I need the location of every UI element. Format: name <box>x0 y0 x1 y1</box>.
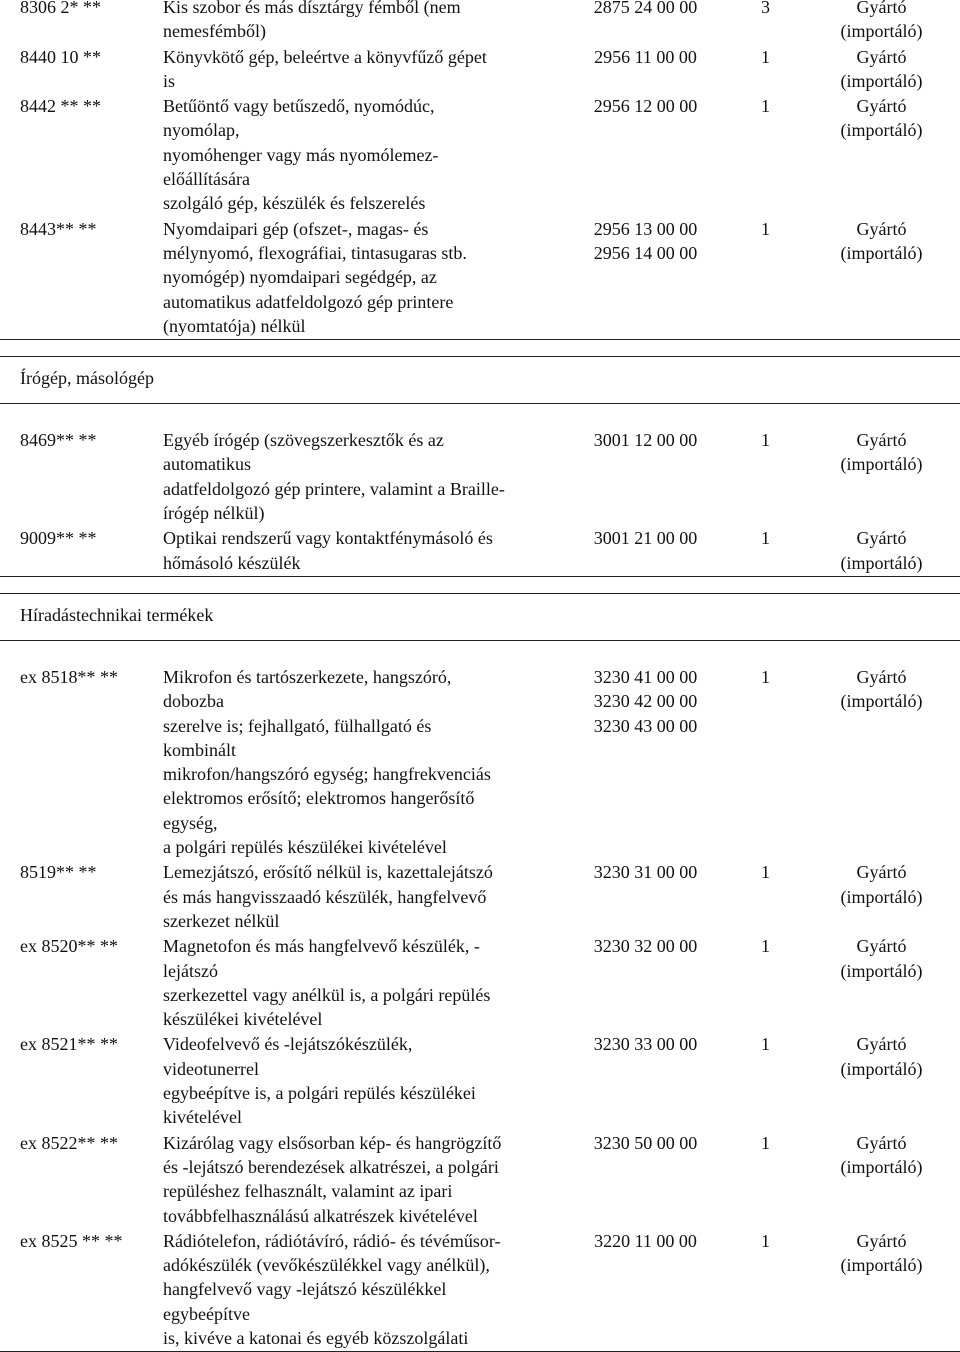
section-heading <box>0 356 960 404</box>
obligated-party: Gyártó (importáló) <box>840 218 923 263</box>
cpa-code: 2875 24 00 00 <box>593 0 698 17</box>
product-description: Optikai rendszerű vagy kontaktfénymásoló és hőmásoló készülék <box>163 528 493 573</box>
table-row <box>0 934 960 1032</box>
quantity: 1 <box>761 430 770 451</box>
obligated-party: Gyártó (importáló) <box>840 0 923 42</box>
quantity: 1 <box>761 528 770 549</box>
product-description: Mikrofon és tartószerkezete, hangszóró, dobozba szerelve is; fejhallgató, fülhallgató és kombinált mikrofon/hangszóró egység; hangfrekvenciás elektromos erősítő; elektromos hangerősítő egység, a polgári repülés készülékei kivételével <box>163 666 491 858</box>
obligated-party: Gyártó (importáló) <box>840 862 923 907</box>
product-description: Rádiótelefon, rádiótávíró, rádió- és tévéműsor- adókészülék (vevőkészülékkel vagy anélkül), hangfelvevő vagy -lejátszó készülékkel egybeépítve is, kivéve a katonai és egyéb közszolgálati <box>163 1230 501 1348</box>
product-description: Könyvkötő gép, beleértve a könyvfűző gépet is <box>163 46 487 91</box>
obligated-party: Gyártó (importáló) <box>840 666 923 712</box>
product-description: Kis szobor és más dísztárgy fémből (nem nemesfémből) <box>163 0 461 42</box>
table-row <box>0 1131 960 1229</box>
product-description: Lemezjátszó, erősítő nélkül is, kazettalejátszó és más hangvisszaadó készülék, hangfelvevő szerkezet nélkül <box>163 862 493 931</box>
obligated-party: Gyártó (importáló) <box>840 936 923 981</box>
table-row <box>0 665 960 860</box>
product-description: Videofelvevő és -lejátszókészülék, videotunerrel egybeépítve is, a polgári repülés készülékei kivételével <box>163 1034 476 1128</box>
product-description: Kizárólag vagy elsősorban kép- és hangrögzítő és -lejátszó berendezések alkatrészei, a polgári repüléshez felhasznált, valamint az ipari továbbfelhasználású alkatrészek kivételével <box>163 1132 502 1226</box>
tariff-code: 8440 10 ** <box>20 46 101 67</box>
section-title: Híradástechnikai termékek <box>20 604 214 625</box>
quantity: 1 <box>761 96 770 117</box>
product-description: Magnetofon és más hangfelvevő készülék, - lejátszó szerkezettel vagy anélkül is, a polgári repülés készülékei kivételével <box>163 936 491 1030</box>
tariff-code: 8469** ** <box>20 430 97 451</box>
cpa-code: 3230 50 00 00 <box>593 1132 698 1153</box>
row-group <box>0 0 960 340</box>
cpa-code: 3001 12 00 00 <box>593 430 698 451</box>
tariff-code: ex 8520** ** <box>20 936 118 957</box>
table-row <box>0 217 960 341</box>
quantity: 1 <box>761 46 770 67</box>
cpa-code: 2956 11 00 00 <box>594 46 697 67</box>
quantity: 1 <box>761 862 770 883</box>
quantity: 1 <box>761 218 770 239</box>
spacer <box>0 641 960 665</box>
obligated-party: Gyártó (importáló) <box>840 96 923 141</box>
section-title: Írógép, másológép <box>20 368 154 389</box>
cpa-code: 3230 32 00 00 <box>593 936 698 957</box>
quantity: 1 <box>761 1132 770 1153</box>
tariff-code: ex 8518** ** <box>20 666 118 687</box>
cpa-code: 2956 13 00 00 2956 14 00 00 <box>593 218 698 263</box>
quantity: 1 <box>761 666 770 687</box>
table-row <box>0 860 960 934</box>
tariff-code: 8442 ** ** <box>20 96 101 117</box>
quantity: 3 <box>761 0 770 17</box>
table-row <box>0 526 960 577</box>
table-row <box>0 45 960 95</box>
obligated-party: Gyártó (importáló) <box>840 46 923 91</box>
obligated-party: Gyártó (importáló) <box>840 430 923 475</box>
tariff-code: 8443** ** <box>20 218 97 239</box>
obligated-party: Gyártó (importáló) <box>840 528 923 573</box>
table-row <box>0 0 960 45</box>
table-row <box>0 1032 960 1130</box>
table-row <box>0 1229 960 1352</box>
obligated-party: Gyártó (importáló) <box>840 1230 923 1276</box>
row-group <box>0 428 960 577</box>
quantity: 1 <box>761 1230 770 1251</box>
cpa-code: 3230 31 00 00 <box>593 862 698 883</box>
tariff-code: ex 8525 ** ** <box>20 1230 123 1251</box>
cpa-code: 3001 21 00 00 <box>593 528 698 549</box>
spacer <box>0 577 960 593</box>
table-row <box>0 94 960 217</box>
cpa-code: 3230 33 00 00 <box>593 1034 698 1055</box>
tariff-code: ex 8522** ** <box>20 1132 118 1153</box>
obligated-party: Gyártó (importáló) <box>840 1132 923 1177</box>
quantity: 1 <box>761 1034 770 1055</box>
tariff-code: 8519** ** <box>20 862 97 883</box>
obligated-party: Gyártó (importáló) <box>840 1034 923 1079</box>
tariff-code: 8306 2* ** <box>20 0 101 17</box>
cpa-code: 3230 41 00 00 3230 42 00 00 3230 43 00 00 <box>593 666 698 736</box>
tariff-code: ex 8521** ** <box>20 1034 118 1055</box>
table-row <box>0 428 960 526</box>
row-group <box>0 665 960 1352</box>
section-heading <box>0 593 960 641</box>
cpa-code: 2956 12 00 00 <box>593 96 698 117</box>
spacer <box>0 340 960 356</box>
product-description: Nyomdaipari gép (ofszet-, magas- és mélynyomó, flexográfiai, tintasugaras stb. nyomógép) nyomdaipari segédgép, az automatikus adatfeldolgozó gép printere (nyomtatója) nélkül <box>163 218 467 336</box>
spacer <box>0 404 960 428</box>
product-description: Betűöntő vagy betűszedő, nyomódúc, nyomólap, nyomóhenger vagy más nyomólemez- előállítására szolgáló gép, készülék és felszerelés <box>163 96 439 214</box>
cpa-code: 3220 11 00 00 <box>594 1230 697 1251</box>
quantity: 1 <box>761 936 770 957</box>
tariff-code: 9009** ** <box>20 528 97 549</box>
product-description: Egyéb írógép (szövegszerkesztők és az automatikus adatfeldolgozó gép printere, valamint a Braille- írógép nélkül) <box>163 430 505 524</box>
